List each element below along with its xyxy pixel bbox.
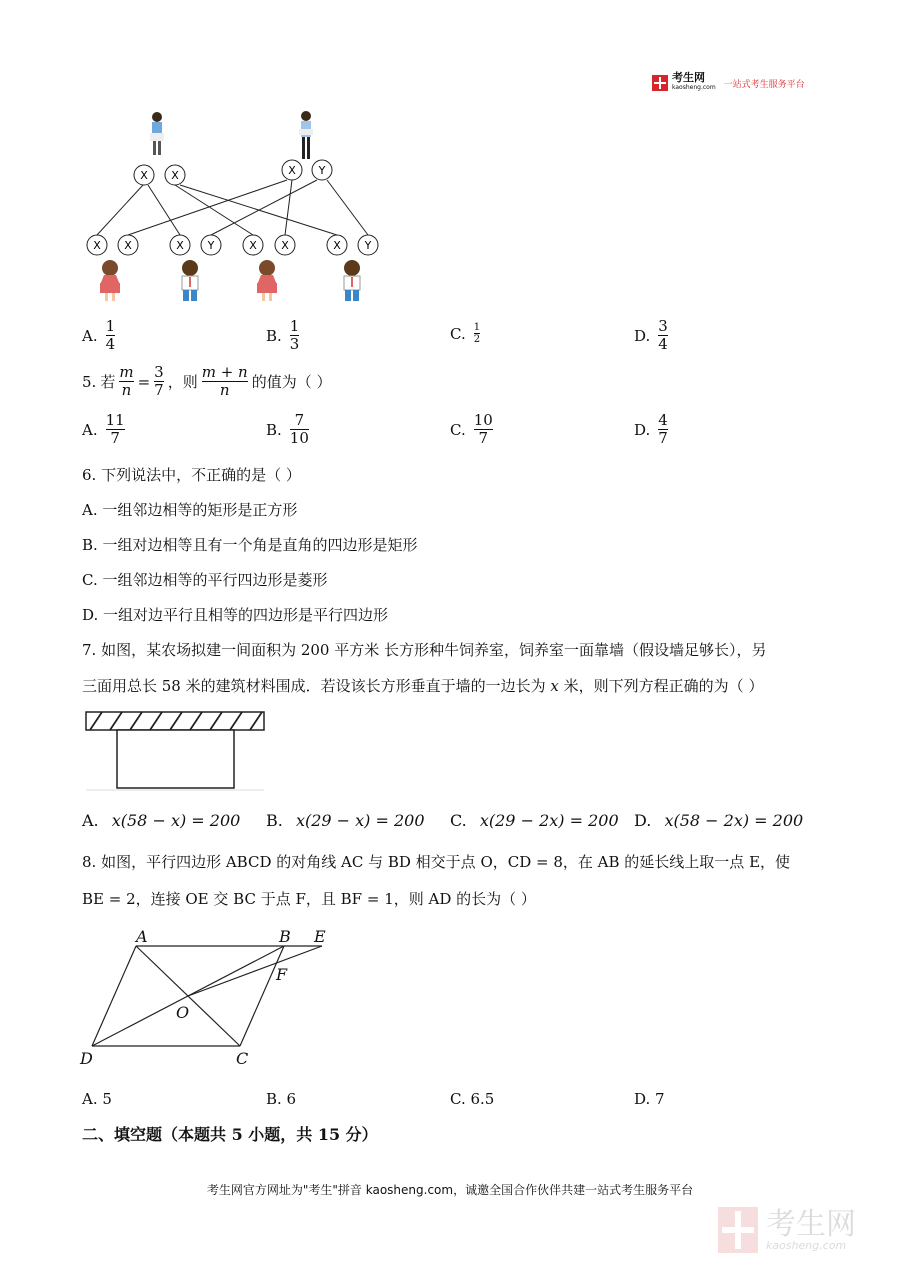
label-d: D <box>80 1049 93 1068</box>
child-allele-8: Y <box>364 239 372 252</box>
mother-figure <box>150 112 164 155</box>
pen-rectangle <box>117 730 234 788</box>
q7-stem-line2: 三面用总长 58 米的建筑材料围成．若设该长方形垂直于墙的一边长为 x 米，则下列方程正确的为（ ） <box>82 677 764 695</box>
page-footer: 考生网官方网址为"考生"拼音 kaosheng.com，诚邀全国合作伙伴共建一站式考生服务平台 <box>206 1183 694 1197</box>
q8-diagram <box>76 924 346 1072</box>
q8-stem-line1: 8. 如图，平行四边形 ABCD 的对角线 AC 与 BD 相交于点 O，CD = 8，在 AB 的延长线上取一点 E，使 <box>82 853 791 871</box>
parent-allele-1: X <box>140 169 148 182</box>
q7-option-a[interactable]: A. x(58 − x) = 200 <box>82 811 241 830</box>
q7-diagram <box>84 710 270 792</box>
label-f: F <box>276 965 288 984</box>
q6-stem: 6. 下列说法中，不正确的是（ ） <box>82 466 301 484</box>
child-allele-2: X <box>124 239 132 252</box>
segment-bc <box>240 946 284 1046</box>
q5-option-b[interactable]: B. $\frac{7}{10}$ <box>266 411 309 447</box>
q8-stem-line2: BE = 2，连接 OE 交 BC 于点 F，且 BF = 1，则 AD 的长为（ ） <box>82 890 536 908</box>
q4-option-d[interactable]: D. $\frac{3}{4}$ <box>634 317 668 353</box>
logo-slogan: 一站式考生服务平台 <box>723 79 805 90</box>
q8-option-b[interactable]: B. 6 <box>266 1090 297 1108</box>
cross-lines <box>97 180 368 235</box>
segment-oe <box>188 946 322 996</box>
q7-option-d[interactable]: D. x(58 − 2x) = 200 <box>634 811 804 830</box>
boy-figure-1 <box>182 260 198 301</box>
child-allele-5: X <box>249 239 257 252</box>
child-allele-7: X <box>333 239 341 252</box>
q8-option-c[interactable]: C. 6.5 <box>450 1090 495 1108</box>
q6-option-d[interactable]: D. 一组对边平行且相等的四边形是平行四边形 <box>82 606 389 624</box>
q5-option-d[interactable]: D. $\frac{4}{7}$ <box>634 411 668 447</box>
label-o: O <box>176 1003 190 1022</box>
boy-figure-2 <box>344 260 360 301</box>
q7-option-b[interactable]: B. x(29 − x) = 200 <box>266 811 425 830</box>
parent-allele-3: X <box>288 164 296 177</box>
child-allele-3: X <box>176 239 184 252</box>
girl-figure-1 <box>100 260 120 301</box>
segment-ad <box>92 946 136 1046</box>
q8-option-d[interactable]: D. 7 <box>634 1090 665 1108</box>
label-e: E <box>314 927 326 946</box>
watermark-icon <box>718 1207 758 1253</box>
girl-figure-2 <box>257 260 277 301</box>
parent-allele-2: X <box>171 169 179 182</box>
child-allele-1: X <box>93 239 101 252</box>
q4-diagram <box>80 105 400 310</box>
q6-option-b[interactable]: B. 一组对边相等且有一个角是直角的四边形是矩形 <box>82 536 418 554</box>
label-b: B <box>279 927 291 946</box>
section-heading-fill-in: 二、填空题（本题共 5 小题，共 15 分） <box>82 1125 378 1144</box>
label-c: C <box>236 1049 249 1068</box>
q8-option-a[interactable]: A. 5 <box>82 1090 112 1108</box>
q6-option-c[interactable]: C. 一组邻边相等的平行四边形是菱形 <box>82 571 328 589</box>
q4-option-b[interactable]: B. $\frac{1}{3}$ <box>266 317 300 353</box>
q5-option-a[interactable]: A. $\frac{11}{7}$ <box>82 411 125 447</box>
q4-option-c[interactable]: C. $\frac{1}{2}$ <box>450 322 481 345</box>
header-logo <box>652 73 805 93</box>
watermark-domain: kaosheng.com <box>766 1238 847 1252</box>
logo-name: 考生网 <box>672 71 705 84</box>
logo-icon <box>652 75 668 91</box>
father-figure <box>299 111 313 159</box>
logo-domain: kaosheng.com <box>672 84 716 91</box>
child-allele-4: Y <box>207 239 215 252</box>
child-allele-6: X <box>281 239 289 252</box>
q5-stem: 5. 若 $\frac{m}{n}$ = $\frac{3}{7}$ ，则 $\frac{m + n}{n}$ 的值为（ ） <box>82 363 332 399</box>
q4-option-a[interactable]: A. $\frac{1}{4}$ <box>82 317 116 353</box>
watermark-name: 考生网 <box>766 1206 856 1242</box>
q7-option-c[interactable]: C. x(29 − 2x) = 200 <box>450 811 619 830</box>
q5-option-c[interactable]: C. $\frac{10}{7}$ <box>450 411 493 447</box>
q6-option-a[interactable]: A. 一组邻边相等的矩形是正方形 <box>82 501 298 519</box>
label-a: A <box>136 927 148 946</box>
watermark-logo <box>718 1207 856 1253</box>
q7-stem-line1: 7. 如图，某农场拟建一间面积为 200 平方米 长方形种牛饲养室，饲养室一面靠墙（假设墙足够长），另 <box>82 641 767 659</box>
parent-allele-4: Y <box>318 164 326 177</box>
